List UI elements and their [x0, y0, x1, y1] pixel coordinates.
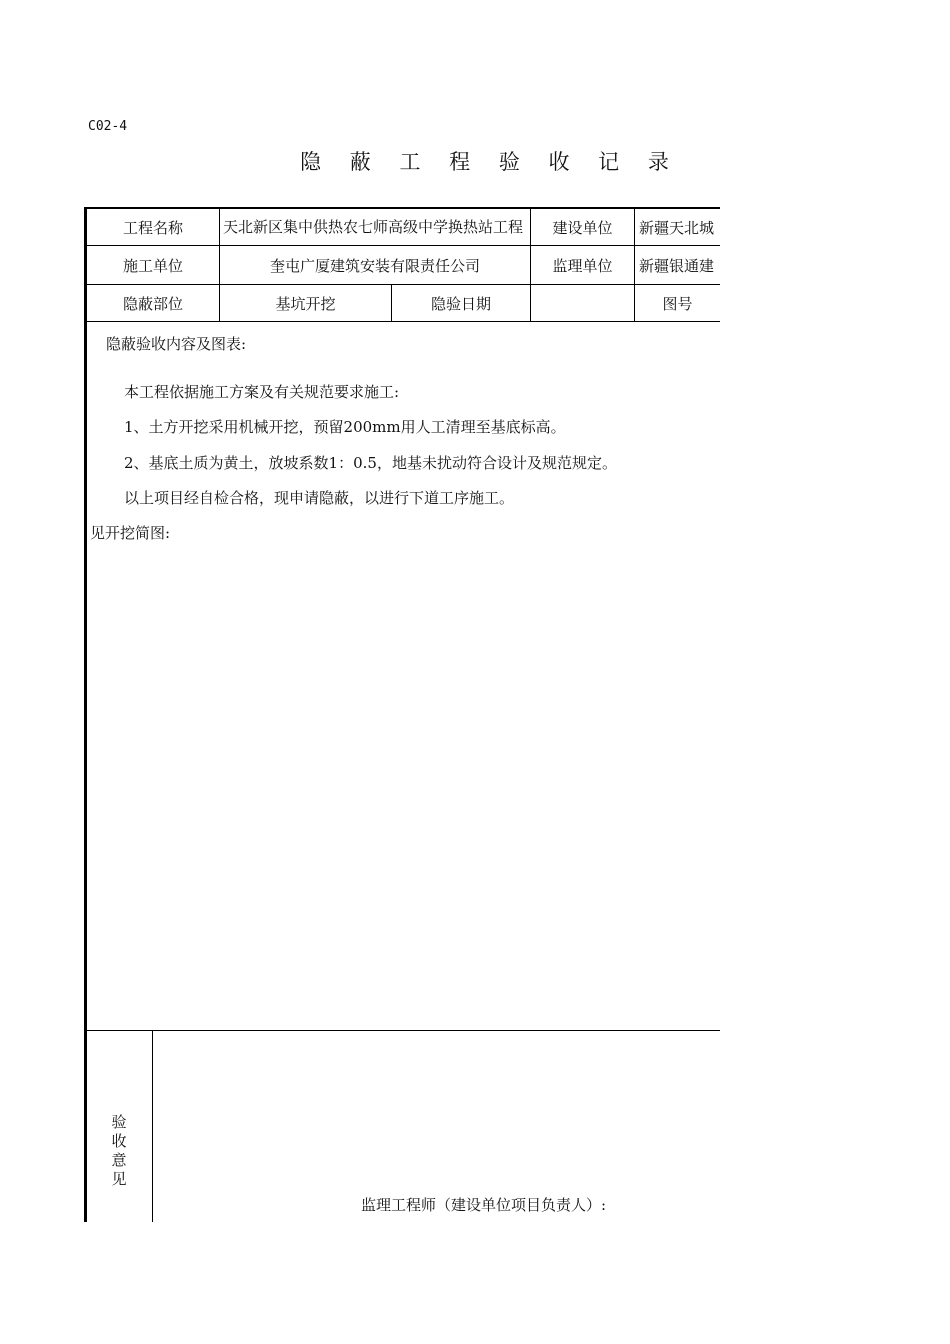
contractor-label: 施工单位 [122, 256, 183, 275]
project-name-label: 工程名称 [122, 218, 183, 237]
drawing-no-label: 图号 [662, 294, 693, 313]
hidden-part-label: 隐蔽部位 [122, 294, 183, 313]
form-code: C02-4 [88, 119, 128, 134]
supervisor-value: 新疆银通建 [639, 256, 715, 275]
builder-label: 建设单位 [552, 218, 613, 237]
builder-value: 新疆天北城 [639, 218, 715, 237]
content-heading: 隐蔽验收内容及图表: [106, 335, 247, 353]
sketch-label: 见开挖简图: [90, 524, 171, 542]
signature-label: 监理工程师（建设单位项目负责人）: [361, 1196, 607, 1214]
contractor-value: 奎屯广厦建筑安装有限责任公司 [269, 256, 480, 275]
content-para-4: 以上项目经自检合格，现申请隐蔽，以进行下道工序施工。 [124, 489, 515, 507]
inspection-date-value [531, 285, 634, 321]
content-para-3: 2、基底土质为黄土，放坡系数1：0.5，地基未扰动符合设计及规范规定。 [124, 454, 617, 472]
content-para-2: 1、土方开挖采用机械开挖，预留200mm用人工清理至基底标高。 [124, 418, 566, 436]
project-name-value: 天北新区集中供热农七师高级中学换热站工程 [223, 217, 524, 236]
inspection-date-label: 隐验日期 [430, 294, 491, 313]
supervisor-label: 监理单位 [552, 256, 613, 275]
hidden-part-value: 基坑开挖 [275, 294, 336, 313]
page-title: 隐 蔽 工 程 验 收 记 录 [300, 150, 680, 174]
content-para-1: 本工程依据施工方案及有关规范要求施工: [124, 383, 400, 401]
acceptance-label: 验 收 意 见 [111, 1113, 127, 1188]
